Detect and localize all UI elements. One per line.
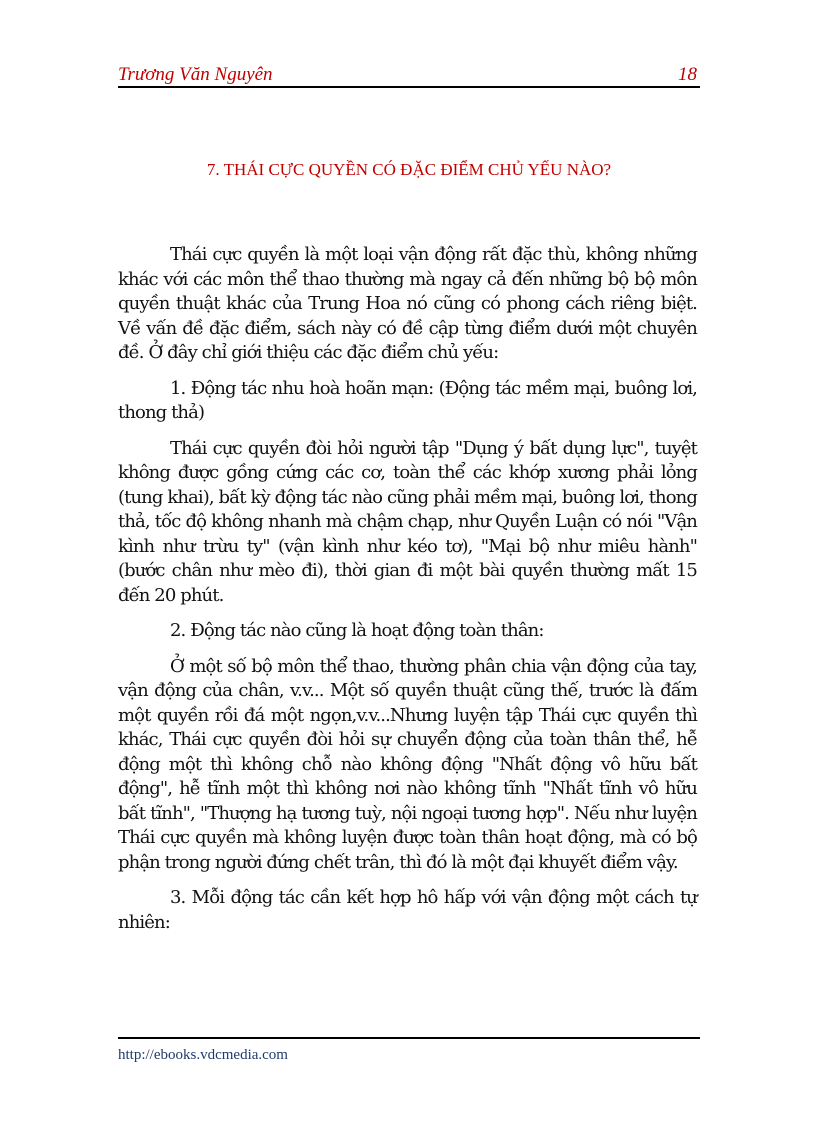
paragraph-point-2: 2. Động tác nào cũng là hoạt động toàn thân: — [170, 620, 544, 641]
paragraph-point-2-detail: Ở một số bộ môn thể thao, thường phân chia vận động của tay, vận động của chân, v.v... Một số quyền thuật cũng thế, trước là đấm một quyền rồi đá một ngọn,v.v...Nhưng luyện tập Thái cực quyền thì khác, Thái cực quyền đòi hỏi sự chuyển động của toàn thân thể, hễ động một thì không chỗ nào không động "Nhất động vô hữu bất động", hễ tĩnh một thì không nơi nào không tĩnh "Nhất tĩnh vô hữu bất tĩnh", "Thượng hạ tương tuỳ, nội ngoại tương hợp". Nếu như luyện Thái cực quyền mà không luyện được toàn thân hoạt động, mà có bộ phận trong người đứng chết trân, thì đó là một đại khuyết điểm vậy. — [118, 655, 697, 873]
section-title: 7. THÁI CỰC QUYỀN CÓ ĐẶC ĐIỂM CHỦ YẾU NÀO? — [206, 160, 612, 179]
page-number: 18 — [678, 64, 697, 85]
page-header — [118, 60, 700, 88]
paragraph-intro: Thái cực quyền là một loại vận động rất đặc thù, không những khác với các môn thể thao thường mà ngay cả đến những bộ bộ môn quyền thuật khác của Trung Hoa nó cũng có phong cách riêng biệt. Về vấn đề đặc điểm, sách này có đề cập từng điểm dưới một chuyên đề. Ở đây chỉ giới thiệu các đặc điểm chủ yếu: — [118, 244, 697, 363]
header-author: Trương Văn Nguyên — [118, 64, 273, 85]
paragraph-point-3: 3. Mỗi động tác cần kết hợp hô hấp với vận động một cách tự nhiên: — [118, 887, 697, 933]
paragraph-point-1: 1. Động tác nhu hoà hoãn mạn: (Động tác mềm mại, buông lơi, thong thả) — [118, 377, 697, 423]
footer-url[interactable]: http://ebooks.vdcmedia.com — [118, 1047, 288, 1063]
page-footer — [118, 1037, 700, 1063]
body-text — [118, 243, 697, 946]
paragraph-point-1-detail: Thái cực quyền đòi hỏi người tập "Dụng ý bất dụng lực", tuyệt không được gồng cứng các cơ, toàn thể các khớp xương phải lỏng (tung khai), bất kỳ động tác nào cũng phải mềm mại, buông lơi, thong thả, tốc độ không nhanh mà chậm chạp, như Quyền Luận có nói "Vận kình như trừu ty" (vận kình như kéo tơ), "Mại bộ như miêu hành" (bước chân như mèo đi), thời gian đi một bài quyền thường mất 15 đến 20 phút. — [118, 437, 697, 606]
